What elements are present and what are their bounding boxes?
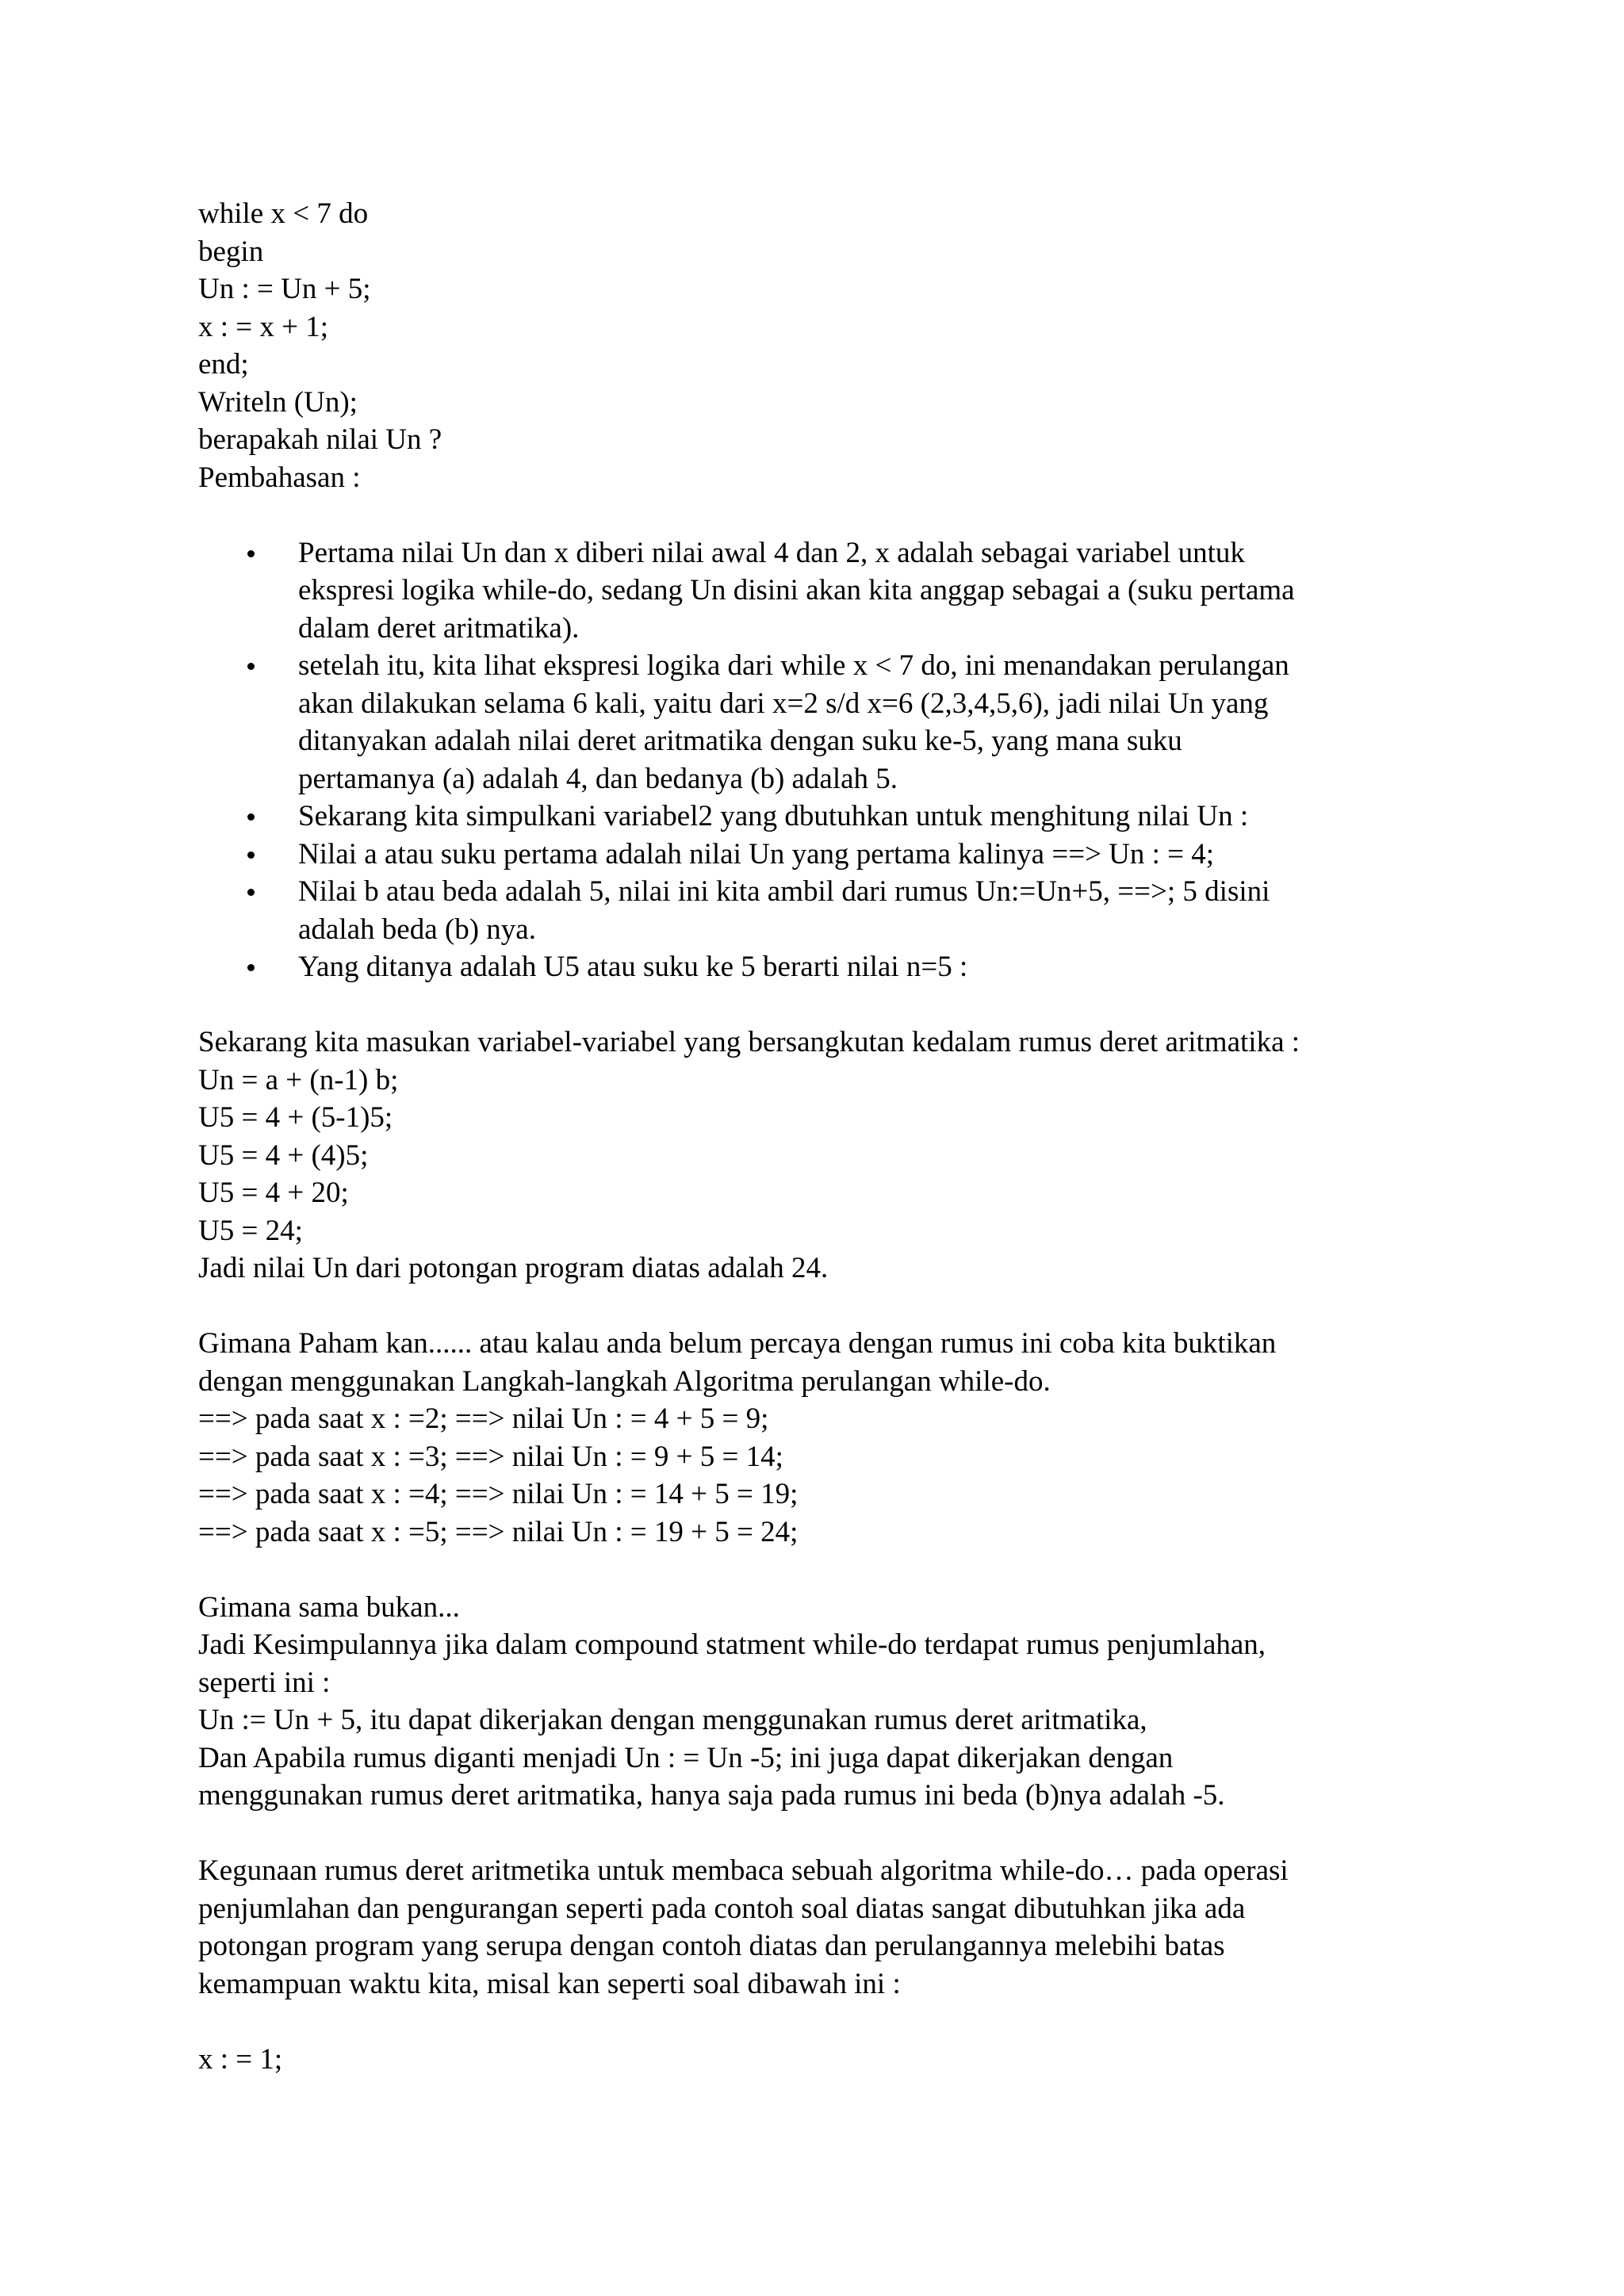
document-page: [198, 195, 1451, 2078]
code-block-top: [198, 195, 1451, 496]
spacer: [198, 2003, 1451, 2041]
code-line: begin: [198, 235, 264, 268]
paragraph-line: menggunakan rumus deret aritmatika, hanya saja pada rumus ini beda (b)nya adalah -5.: [198, 1779, 1225, 1812]
proof-step-line: ==> pada saat x : =2; ==> nilai Un : = 4 + 5 = 9;: [198, 1402, 769, 1435]
bullet-line: Yang ditanya adalah U5 atau suku ke 5 berarti nilai n=5 :: [298, 951, 968, 983]
bullet-dot-icon: [247, 964, 255, 971]
paragraph-line: penjumlahan dan pengurangan seperti pada contoh soal diatas sangat dibutuhkan jika ada: [198, 1892, 1246, 1925]
paragraph-line: Sekarang kita masukan variabel-variabel yang bersangkutan kedalam rumus deret aritmatika :: [198, 1026, 1300, 1058]
paragraph-formula: [198, 1024, 1451, 1288]
bullet-line: ekspresi logika while-do, sedang Un disini akan kita anggap sebagai a (suku pertama: [298, 574, 1295, 607]
bullet-line: akan dilakukan selama 6 kali, yaitu dari x=2 s/d x=6 (2,3,4,5,6), jadi nilai Un yang: [298, 687, 1269, 720]
bullet-line: dalam deret aritmatika).: [298, 611, 580, 645]
paragraph-conclusion: [198, 1589, 1451, 1815]
paragraph-usage: [198, 1852, 1451, 2003]
bullet-line: pertamanya (a) adalah 4, dan bedanya (b) adalah 5.: [298, 762, 898, 795]
bullet-item: [198, 534, 1451, 648]
bullet-line: ditanyakan adalah nilai deret aritmatika dengan suku ke-5, yang mana suku: [298, 725, 1182, 757]
bullet-line: Pertama nilai Un dan x diberi nilai awal 4 dan 2, x adalah sebagai variabel untuk: [298, 536, 1245, 569]
paragraph-line: seperti ini :: [198, 1666, 331, 1699]
paragraph-line: kemampuan waktu kita, misal kan seperti soal dibawah ini :: [198, 1967, 901, 2000]
proof-step-line: ==> pada saat x : =4; ==> nilai Un : = 14 + 5 = 19;: [198, 1478, 799, 1510]
question-line: berapakah nilai Un ?: [198, 423, 442, 456]
bullet-line: Nilai a atau suku pertama adalah nilai Un yang pertama kalinya ==> Un : = 4;: [298, 837, 1215, 871]
paragraph-line: Dan Apabila rumus diganti menjadi Un : = Un -5; ini juga dapat dikerjakan dengan: [198, 1741, 1174, 1774]
bullet-line: Nilai b atau beda adalah 5, nilai ini kita ambil dari rumus Un:=Un+5, ==>; 5 disini: [298, 875, 1270, 908]
spacer: [198, 1815, 1451, 1853]
bullet-item: [198, 948, 1451, 986]
bullet-dot-icon: [247, 663, 255, 670]
spacer: [198, 986, 1451, 1024]
bullet-dot-icon: [247, 550, 255, 557]
formula-line: U5 = 4 + (5-1)5;: [198, 1101, 393, 1134]
bullet-dot-icon: [247, 889, 255, 896]
paragraph-line: Jadi nilai Un dari potongan program diatas adalah 24.: [198, 1252, 829, 1284]
paragraph-line: Kegunaan rumus deret aritmetika untuk membaca sebuah algoritma while-do… pada operasi: [198, 1854, 1289, 1887]
formula-line: U5 = 24;: [198, 1214, 303, 1247]
paragraph-proof: [198, 1325, 1451, 1551]
formula-line: U5 = 4 + 20;: [198, 1177, 349, 1209]
code-line: while x < 7 do: [198, 197, 369, 230]
paragraph-line: Gimana Paham kan...... atau kalau anda belum percaya dengan rumus ini coba kita buktikan: [198, 1327, 1277, 1360]
section-label: Pembahasan :: [198, 461, 361, 494]
formula-line: U5 = 4 + (4)5;: [198, 1138, 369, 1172]
code-block-bottom: [198, 2041, 1451, 2079]
bullet-item: [198, 873, 1451, 948]
paragraph-line: Gimana sama bukan...: [198, 1590, 460, 1624]
proof-step-line: ==> pada saat x : =5; ==> nilai Un : = 19 + 5 = 24;: [198, 1515, 799, 1548]
spacer: [198, 1288, 1451, 1326]
paragraph-line: dengan menggunakan Langkah-langkah Algoritma perulangan while-do.: [198, 1364, 1051, 1398]
code-line: Un : = Un + 5;: [198, 273, 371, 305]
proof-step-line: ==> pada saat x : =3; ==> nilai Un : = 9 + 5 = 14;: [198, 1440, 783, 1473]
code-line: x : = 1;: [198, 2042, 283, 2076]
bullet-dot-icon: [247, 851, 255, 859]
paragraph-line: potongan program yang serupa dengan contoh diatas dan perulangannya melebihi batas: [198, 1930, 1225, 1962]
bullet-item: [198, 836, 1451, 874]
code-line: x : = x + 1;: [198, 310, 329, 343]
spacer: [198, 496, 1451, 534]
formula-line: Un = a + (n-1) b;: [198, 1063, 399, 1096]
bullet-dot-icon: [247, 813, 255, 821]
paragraph-line: Un := Un + 5, itu dapat dikerjakan dengan menggunakan rumus deret aritmatika,: [198, 1704, 1147, 1736]
code-line: Writeln (Un);: [198, 385, 358, 419]
bullet-item: [198, 647, 1451, 798]
bullet-list: [198, 534, 1451, 986]
paragraph-line: Jadi Kesimpulannya jika dalam compound statment while-do terdapat rumus penjumlahan,: [198, 1628, 1266, 1661]
bullet-line: setelah itu, kita lihat ekspresi logika dari while x < 7 do, ini menandakan perulangan: [298, 649, 1289, 682]
code-line: end;: [198, 348, 249, 381]
bullet-item: [198, 798, 1451, 836]
bullet-line: Sekarang kita simpulkani variabel2 yang dbutuhkan untuk menghitung nilai Un :: [298, 800, 1249, 832]
bullet-line: adalah beda (b) nya.: [298, 913, 536, 946]
spacer: [198, 1551, 1451, 1589]
